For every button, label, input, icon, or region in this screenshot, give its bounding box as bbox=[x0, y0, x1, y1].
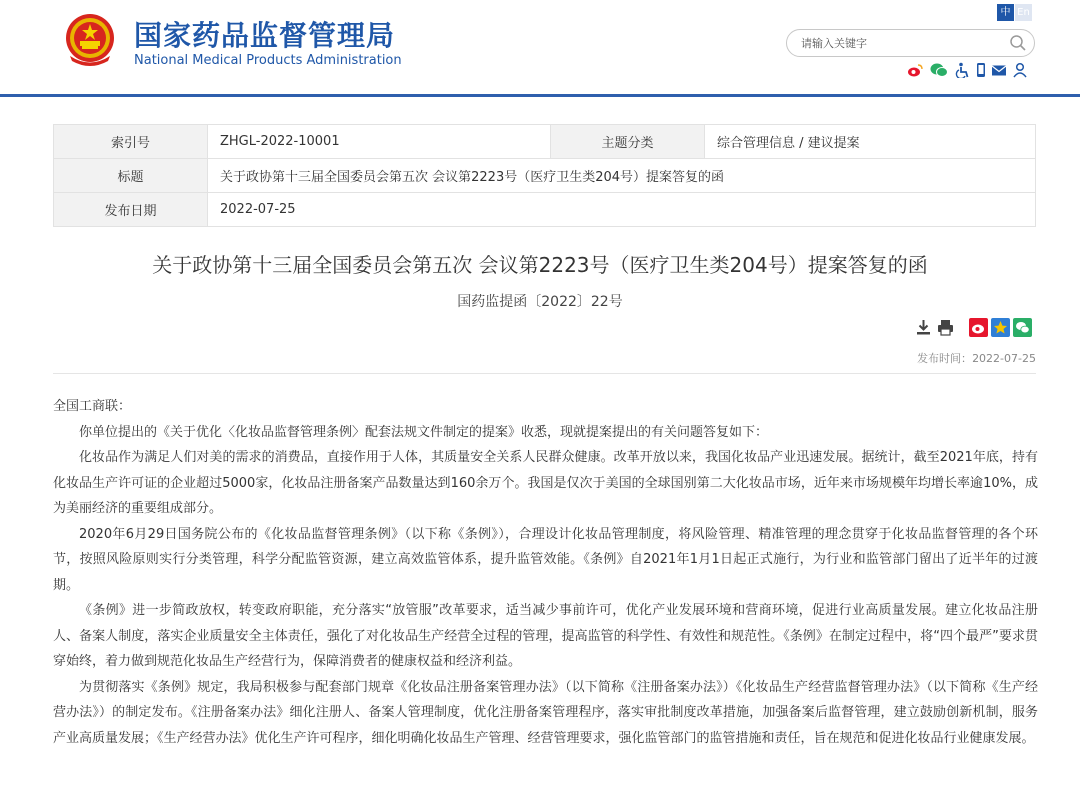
index-number-value: ZHGL-2022-10001 bbox=[208, 125, 551, 159]
publish-date-value: 2022-07-25 bbox=[208, 193, 1036, 227]
publish-time bbox=[917, 350, 1036, 366]
document-number: 国药监提函〔2022〕22号 bbox=[457, 294, 623, 310]
content-divider bbox=[53, 373, 1036, 374]
document-metadata-table bbox=[53, 124, 1036, 227]
share-qzone-icon[interactable] bbox=[991, 318, 1010, 337]
paragraph: 为贯彻落实《条例》规定，我局积极参与配套部门规章《化妆品注册备案管理办法》（以下简称《注册备案办法》）《化妆品生产经营监督管理办法》（以下简称《生产经营办法》）的制定发布。《注册备案办法》细化注册人、备案人管理制度，优化注册备案管理程序，落实审批制度改革措施，加强备案后监督管理，建立鼓励创新机制，服务产业高质量发展；《生产经营办法》优化生产许可程序，细化明确化妆品生产管理、经营管理要求，强化监管部门的监管措施和责任，旨在规范和促进化妆品行业健康发展。 bbox=[53, 679, 1038, 746]
language-english-button[interactable]: En bbox=[1015, 4, 1032, 21]
publish-time-label: 发布时间： bbox=[917, 352, 973, 365]
publish-time-value: 2022-07-25 bbox=[972, 352, 1036, 365]
table-row bbox=[54, 159, 1036, 193]
article-body bbox=[53, 394, 1038, 751]
salutation: 全国工商联： bbox=[53, 399, 132, 414]
language-chinese-button[interactable]: 中 bbox=[997, 4, 1014, 21]
print-icon[interactable] bbox=[936, 318, 955, 337]
paragraph: 《条例》进一步简政放权，转变政府职能，充分落实“放管服”改革要求，适当减少事前许可，优化产业发展环境和营商环境，促进行业高质量发展。建立化妆品注册人、备案人制度，落实企业质量安全主体责任，强化了对化妆品生产经营全过程的管理，提高监管的科学性、有效性和规范性。《条例》在制定过程中，将“四个最严”要求贯穿始终，着力做到规范化妆品生产经营行为，保障消费者的健康权益和经济利益。 bbox=[53, 603, 1038, 669]
search-input[interactable] bbox=[801, 34, 1001, 52]
share-wechat-icon[interactable] bbox=[1013, 318, 1032, 337]
publish-date-label: 发布日期 bbox=[54, 193, 208, 227]
mobile-icon[interactable] bbox=[975, 62, 991, 78]
accessibility-icon[interactable] bbox=[955, 62, 971, 78]
paragraph: 2020年6月29日国务院公布的《化妆品监督管理条例》（以下称《条例》），合理设计化妆品管理制度，将风险管理、精准管理的理念贯穿于化妆品监督管理的各个环节，按照风险原则实行分类管理，科学分配监管资源，建立高效监管体系，提升监管效能。《条例》自2021年1月1日起正式施行，为行业和监管部门留出了近半年的过渡期。 bbox=[53, 526, 1038, 593]
category-label: 主题分类 bbox=[551, 125, 705, 159]
weibo-icon[interactable] bbox=[907, 62, 923, 78]
title-label: 标题 bbox=[54, 159, 208, 193]
site-logo-chinese[interactable]: 国家药品监督管理局 bbox=[134, 19, 396, 52]
download-icon[interactable] bbox=[914, 318, 933, 337]
site-header bbox=[0, 0, 1080, 97]
index-number-label: 索引号 bbox=[54, 125, 208, 159]
site-logo-english[interactable]: National Medical Products Administration bbox=[134, 53, 402, 68]
wechat-icon[interactable] bbox=[930, 62, 946, 78]
title-value: 关于政协第十三届全国委员会第五次 会议第2223号（医疗卫生类204号）提案答复的函 bbox=[208, 159, 1036, 193]
share-weibo-icon[interactable] bbox=[969, 318, 988, 337]
user-icon[interactable] bbox=[1012, 62, 1028, 78]
article-title: 关于政协第十三届全国委员会第五次 会议第2223号（医疗卫生类204号）提案答复的函 bbox=[152, 253, 928, 277]
search-box bbox=[786, 29, 1035, 57]
paragraph: 化妆品作为满足人们对美的需求的消费品，直接作用于人体，其质量安全关系人民群众健康。改革开放以来，我国化妆品产业迅速发展。据统计，截至2021年底，持有化妆品生产许可证的企业超过5000家，化妆品注册备案产品数量达到160余万个。我国是仅次于美国的全球国别第二大化妆品市场，近年来市场规模年均增长率逾10%，成为美丽经济的重要组成部分。 bbox=[53, 450, 1038, 516]
header-divider bbox=[0, 94, 1080, 97]
national-emblem-icon[interactable] bbox=[62, 11, 118, 69]
table-row bbox=[54, 125, 1036, 159]
category-value: 综合管理信息 / 建议提案 bbox=[705, 125, 1036, 159]
mail-icon[interactable] bbox=[991, 62, 1007, 78]
search-icon[interactable] bbox=[1008, 33, 1028, 53]
table-row bbox=[54, 193, 1036, 227]
paragraph: 你单位提出的《关于优化〈化妆品监督管理条例〉配套法规文件制定的提案》收悉，现就提案提出的有关问题答复如下： bbox=[79, 424, 769, 440]
